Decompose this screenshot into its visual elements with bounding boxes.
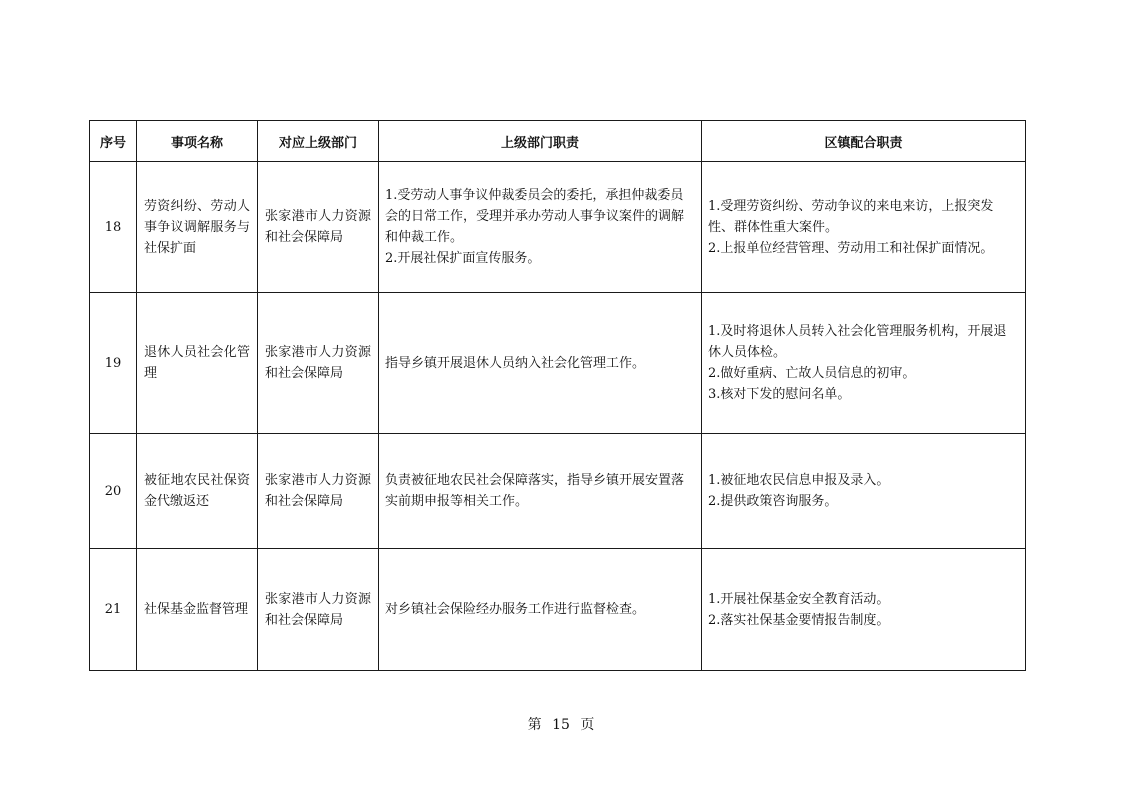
table-row xyxy=(90,162,1026,293)
header-upper-duty: 上级部门职责 xyxy=(379,121,702,162)
duty-line: 2.开展社保扩面宣传服务。 xyxy=(385,251,541,266)
page-number: 第 15 页 xyxy=(527,717,595,733)
duty-line: 指导乡镇开展退休人员纳入社会化管理工作。 xyxy=(385,355,646,371)
row-upper-dept: 张家港市人力资源和社会保障局 xyxy=(258,549,379,671)
duty-line: 对乡镇社会保险经办服务工作进行监督检查。 xyxy=(385,602,646,617)
row-local-duty xyxy=(702,434,1026,549)
row-local-duty xyxy=(702,293,1026,434)
table-row xyxy=(90,434,1026,549)
row-item-name: 劳资纠纷、劳动人事争议调解服务与社保扩面 xyxy=(137,162,258,293)
duty-line: 负责被征地农民社会保障落实，指导乡镇开展安置落实前期申报等相关工作。 xyxy=(385,473,685,509)
row-item-name: 社保基金监督管理 xyxy=(137,549,258,671)
duty-line: 2.上报单位经营管理、劳动用工和社保扩面情况。 xyxy=(708,240,994,256)
table-row xyxy=(90,549,1026,671)
duty-line: 1.受劳动人事争议仲裁委员会的委托，承担仲裁委员会的日常工作，受理并承办劳动人事争议案件的调解和仲裁工作。 xyxy=(385,188,685,245)
duty-line: 3.核对下发的慰问名单。 xyxy=(708,387,851,402)
table-header-row xyxy=(90,121,1026,162)
row-seq: 19 xyxy=(90,293,137,434)
row-local-duty xyxy=(702,162,1026,293)
header-local-duty: 区镇配合职责 xyxy=(702,121,1026,162)
row-upper-dept: 张家港市人力资源和社会保障局 xyxy=(258,293,379,434)
row-item-name: 被征地农民社保资金代缴返还 xyxy=(137,434,258,549)
row-upper-duty xyxy=(379,549,702,671)
row-item-name: 退休人员社会化管理 xyxy=(137,293,258,434)
duty-line: 1.受理劳资纠纷、劳动争议的来电来访，上报突发性、群体性重大案件。 xyxy=(708,198,994,235)
row-seq: 20 xyxy=(90,434,137,549)
row-upper-dept: 张家港市人力资源和社会保障局 xyxy=(258,162,379,293)
duty-line: 2.提供政策咨询服务。 xyxy=(708,494,838,509)
responsibility-table xyxy=(89,120,1026,671)
row-upper-dept: 张家港市人力资源和社会保障局 xyxy=(258,434,379,549)
duty-line: 2.落实社保基金要情报告制度。 xyxy=(708,612,890,628)
header-seq: 序号 xyxy=(90,121,137,162)
row-seq: 18 xyxy=(90,162,137,293)
row-upper-duty xyxy=(379,434,702,549)
duty-line: 1.开展社保基金安全教育活动。 xyxy=(708,591,890,607)
header-upper-dept: 对应上级部门 xyxy=(258,121,379,162)
duty-line: 2.做好重病、亡故人员信息的初审。 xyxy=(708,366,916,381)
row-upper-duty xyxy=(379,293,702,434)
row-seq: 21 xyxy=(90,549,137,671)
duty-line: 1.被征地农民信息申报及录入。 xyxy=(708,473,890,488)
header-item-name: 事项名称 xyxy=(137,121,258,162)
row-local-duty xyxy=(702,549,1026,671)
table-row xyxy=(90,293,1026,434)
row-upper-duty xyxy=(379,162,702,293)
duty-line: 1.及时将退休人员转入社会化管理服务机构，开展退休人员体检。 xyxy=(708,324,1007,360)
